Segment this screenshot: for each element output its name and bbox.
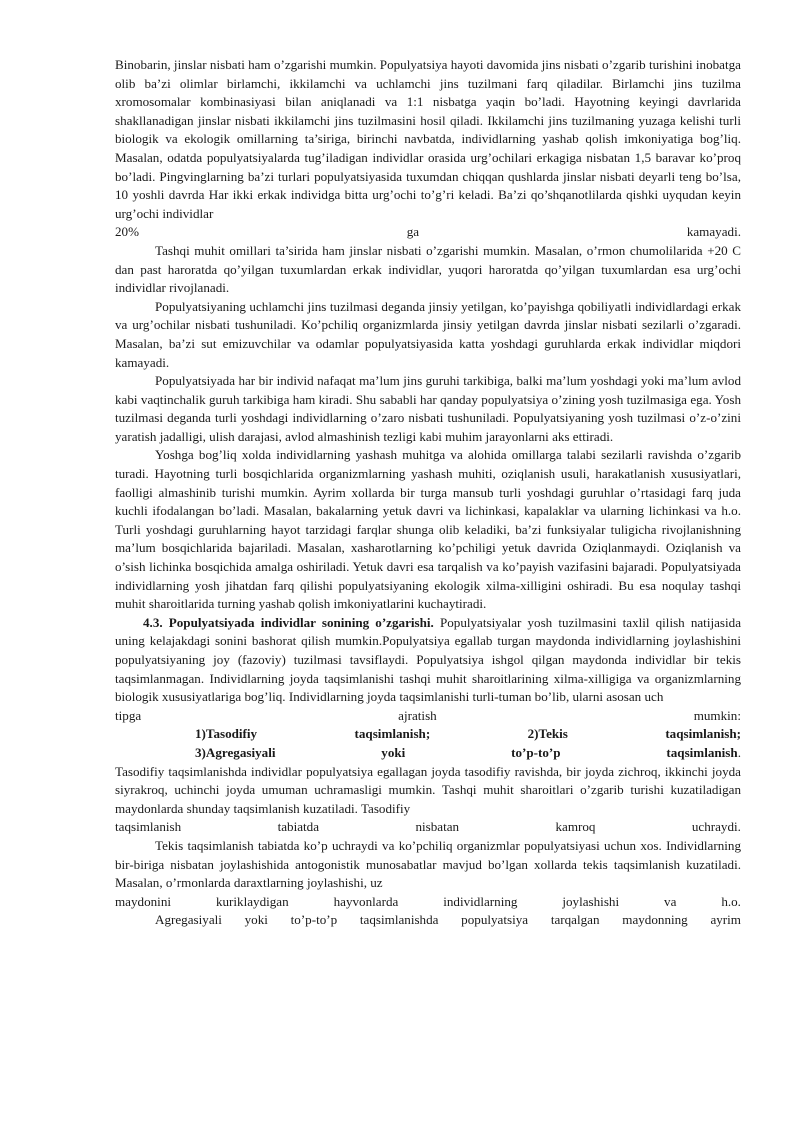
paragraph-tertiary-structure: Populyatsiyaning uchlamchi jins tuzilmasi deganda jinsiy yetilgan, ko’payishga qobiliyatli individlardagi erkak va urg’ochilar nisbati tushuniladi. Ko’pchiliq organizmlarda jinsiy yetilgan davrda jinslar nisbati sezilarli o’zgaradi. Masalan, ba’zi sut emizuvchilar va odamlar populyatsiyasida katta yoshdagi guruhlarda erkak individlar miqdori kamayadi. <box>115 298 741 370</box>
paragraph-uniform-distribution: Tekis taqsimlanish tabiatda ko’p uchraydi va ko’pchiliq organizmlar populyatsiyasi uchun xos. Individlarning bir-biriga nisbatan joylashishida antogonistik munosabatlar mavjud bo’lgan xollarda tekis taqsimlanish kuzatiladi. Masalan, o’rmonlarda daraxtlarning joylashishi, uz <box>115 837 741 891</box>
word: taqsimlanish; <box>665 726 741 742</box>
paragraph-sex-ratio: Binobarin, jinslar nisbati ham o’zgarishi mumkin. Populyatsiya hayoti davomida jins nisbati o’zgarib turishini inobatga olib ba’zi olimlar birlamchi, ikkilamchi va uchlamchi jins tuzilmani farq qiladilar. Birlamchi jins tuzilma xromosomalar kombinasiyasi bilan aniqlanadi va 1:1 nisbatga yaqin bo’ladi. Hayotning keyingi davrlarida shakllanadigan jinslar nisbati ikkilamchi jins tuzilmasini hosil qiladi. Ikkilamchi jins tuzilmaning yuzaga kelishi turli biologik va ekologik omillarning ta’siriga, birinchi navbatda, individlarning yashab qolish imkoniyatiga bog’liq. Masalan, odatda populyatsiyalarda tug’iladigan individlar orasida urg’ochilari erkagiga nisbatan 1,5 baravar ko’proq bo’ladi. Pingvinglarning ba’zi turlari populyatsiyasida tuxumdan chiqqan qushlarda jinslar nisbati deyarli teng bo’lsa, 10 yoshli davrda Har ikki erkak individga bitta urg’ochi to’g’ri keladi. Ba’zi qo’shqanotlilarda qishki uyqudan keyin urg’ochi individlar <box>115 57 741 221</box>
word: individlarning <box>443 893 518 909</box>
word: taqsimlanish; <box>354 726 431 742</box>
paragraph-age-structure: Populyatsiyada har bir individ nafaqat ma’lum jins guruhi tarkibiga, balki ma’lum yoshdagi yoki ma’lum avlod kabi vaqtinchalik guruh tarkibiga ham kiradi. Shu sababli har qanday populyatsiya o’zining yosh tuzilmasiga ega. Yosh tuzilmasi deganda turli yoshdagi individlarning o’zaro nisbati tushuniladi. Populyatsiyaning yosh tuzilmasi o’z-o’zini yaratish jadalligi, ulish darajasi, avlod almashinish tezligi kabi muhim jarayonlarni aks ettiradi. <box>115 373 741 444</box>
paragraph-random-distribution: Tasodifiy taqsimlanishda individlar populyatsiya egallagan joyda tasodifiy ravishda, bir joyda zichroq, ikkinchi joyda siyrakroq, uchinchi joyda umuman uchramasligi mumkin. Tashqi muhit sharoitlari o’zgarib turishi kuzatiladigan maydonlarda shunday taqsimlanish kuzatiladi. Tasodifiy <box>115 763 741 816</box>
paragraph-aggregated-distribution: Agregasiyali yoki to’p-to’p taqsimlanishda populyatsiya tarqalgan maydonning ayrim <box>155 912 741 928</box>
distribution-list-line-1 <box>115 725 741 744</box>
paragraph-sex-ratio-last-line <box>115 223 741 242</box>
word: h.o. <box>721 893 741 909</box>
section-heading: 4.3. Populyatsiyada individlar sonining o’zgarishi. <box>143 614 434 630</box>
word: joylashishi <box>562 893 620 909</box>
list-item-random: 1)Tasodifiy <box>195 726 258 742</box>
word: to’p-to’p <box>511 744 561 760</box>
word: yoki <box>381 744 406 760</box>
paragraph-uniform-distribution-last-line <box>115 893 741 912</box>
word: kamroq <box>555 819 596 835</box>
paragraph-random-distribution-last-line <box>115 818 741 837</box>
list-item-uniform: 2)Tekis <box>527 726 568 742</box>
word: kuriklaydigan <box>215 893 289 909</box>
word: kamayadi. <box>686 224 741 240</box>
word: ajratish <box>398 707 437 723</box>
word: nisbatan <box>415 819 460 835</box>
word: tipga <box>115 707 142 723</box>
paragraph-text: Populyatsiyalar yosh tuzilmasini taxlil qilish natijasida uning kelajakdagi sonini bashorat qilish mumkin.Populyatsiya egallab turgan maydonda individlarning joylashishini populyatsiyaning joy (fazoviy) tuzilmasi tavsiflaydi. Populyatsiya ishgol qilgan maydonda individlar bir tekis taqsimlanmagan. Individlarning joyda taqsimlanishi tashqi muhit sharoitlarining xilma-xilligiga va organizmlarning biologik xususiyatlariga bog’liq. Individlarning joyda taqsimlanishi turli-tuman bo’lib, ularni asosan uch <box>115 614 741 705</box>
paragraph-environment: Tashqi muhit omillari ta’sirida ham jinslar nisbati o’zgarishi mumkin. Masalan, o’rmon chumolilarida +20 C dan past haroratda qo’yilgan tuxumlardan erkak individlar, yuqori haroratda qo’yilgan tuxumlardan esa urg’ochi individlar rivojlanadi. <box>115 242 741 296</box>
word: mumkin: <box>693 707 741 723</box>
word: taqsimlanish. <box>666 744 741 760</box>
word: taqsimlanish <box>115 819 182 835</box>
word: va <box>664 893 677 909</box>
paragraph-population-number <box>115 614 741 707</box>
document-page <box>115 56 741 930</box>
list-item-aggregated: 3)Agregasiyali <box>195 744 276 760</box>
paragraph-age-groups: Yoshga bog’liq xolda individlarning yashash muhitga va alohida omillarga talabi sezilarli ravishda o’zgarib turadi. Hayotning turli bosqichlarida organizmlarning yashash muhiti, oziqlanish usuli, harakatlanish xususiyatlari, faolligi almashinib turishi mumkin. Ayrim xollarda bir turga mansub turli yoshdagi guruhlar o’rtasidagi farq juda kuchli ifodalangan bo’ladi. Masalan, bakalarning yetuk davri va lichinkasi, kapalaklar va ularning lichinkasi va h.o. Turli yoshdagi guruhlarning hayot tarzidagi farqlar shunga olib keladiki, ba’zi funksiyalar tuligicha rivojlanishning ma’lum bosqichlarida bajariladi. Masalan, xasharotlarning ko’pchiligi yetuk davrida Oziqlanmaydi. Oziqlanish va o’sish lichinka bosqichida amalga oshiriladi. Yetuk davri esa tarqalish va ko’payish vazifasini bajaradi. Populyatsiyada individlarning yosh jihatdan farq qilishi populyatsiyaning ekologik xilma-xilligini oshiradi. Bu esa noqulay tashqi muhit sharoitlarida turning yashab qolish imkoniyatlarini kuchaytiradi. <box>115 447 741 612</box>
word: 20% <box>115 224 140 240</box>
distribution-list-line-2 <box>115 744 741 763</box>
word: hayvonlarda <box>333 893 399 909</box>
paragraph-population-number-last-line <box>115 707 741 726</box>
word: maydonini <box>115 893 172 909</box>
word: tabiatda <box>277 819 320 835</box>
word: uchraydi. <box>691 819 741 835</box>
word: ga <box>406 224 420 240</box>
